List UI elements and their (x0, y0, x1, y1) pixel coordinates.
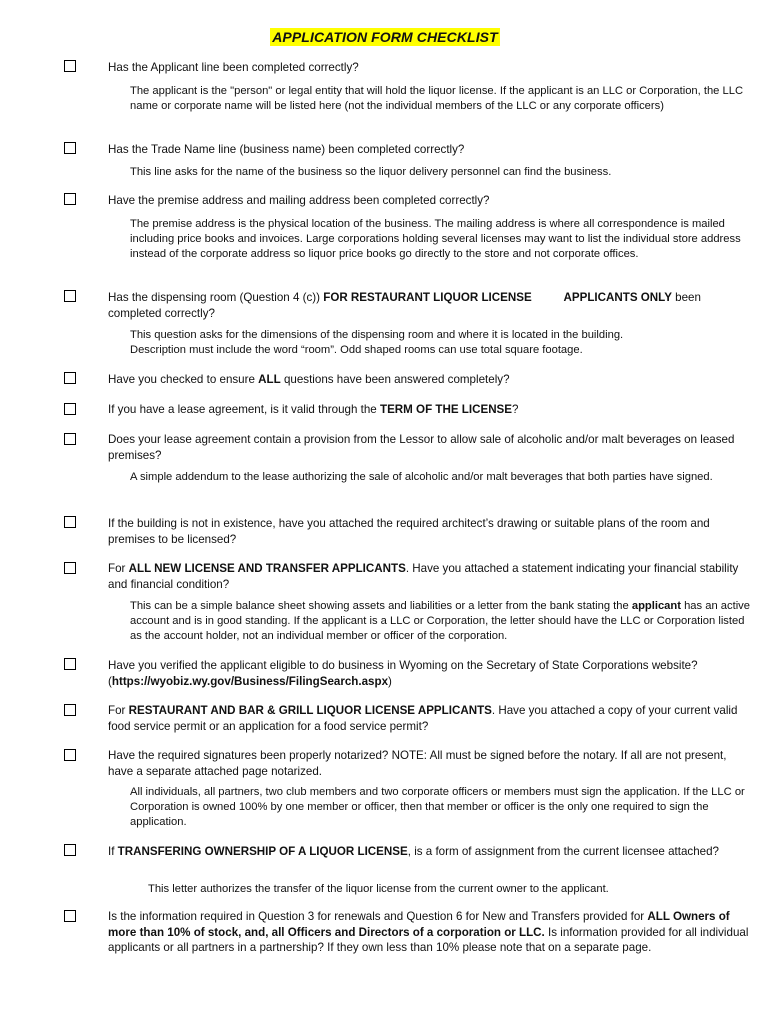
checkbox[interactable] (64, 60, 76, 72)
note-text: A simple addendum to the lease authorizing the sale of alcoholic and/or malt beverages that both parties have signed. (130, 471, 713, 483)
question-text-part: Have you verified the applicant eligible to do business in Wyoming on the Secretary of State Corporations website? ( (108, 659, 698, 688)
title-wrap (0, 28, 770, 47)
question-text (108, 703, 754, 734)
note-text: This letter authorizes the transfer of the liquor license from the current owner to the applicant. (148, 883, 609, 895)
question-emphasis: TERM OF THE LICENSE (379, 403, 513, 416)
question-text (108, 909, 754, 956)
checkbox[interactable] (64, 193, 76, 205)
question-text (108, 372, 754, 388)
question-text (108, 402, 754, 418)
question-text-part: Is information provided for all individual applicants or all partners in a partnership? If they own less than 10% please note that on a separate page. (108, 925, 749, 954)
note-text: All individuals, all partners, two club members and two corporate officers or members must sign the application. If the LLC or Corporation is owned 100% by one member or officer, then that member or officer is the only one required to sign the application. (130, 786, 745, 828)
question-text-part: For (108, 704, 129, 717)
question-emphasis: ALL (258, 373, 281, 386)
note-line: This question asks for the dimensions of the dispensing room and where it is located in the building. (130, 329, 624, 341)
checkbox[interactable] (64, 704, 76, 716)
page-title: APPLICATION FORM CHECKLIST (272, 29, 498, 45)
question-text-part: For (108, 562, 129, 575)
checkbox[interactable] (64, 403, 76, 415)
note-text: This line asks for the name of the business so the liquor delivery personnel can find the business. (130, 166, 612, 178)
question-text-part: Has the dispensing room (Question 4 (c)) (108, 291, 324, 304)
question-emphasis: FOR RESTAURANT LIQUOR LICENSE APPLICANTS ONLY (323, 291, 672, 304)
note-line: Description must include the word “room”. Odd shaped rooms can use total square footage. (130, 344, 583, 356)
question-text-part: If you have a lease agreement, is it valid through the (108, 403, 380, 416)
question-text-part: ) (388, 674, 392, 688)
website-link[interactable]: https://wyobiz.wy.gov/Business/FilingSearch.aspx (111, 674, 389, 688)
question-text-part: Is the information required in Question 3 for renewals and Question 6 for New and Transfers provided for (108, 910, 648, 923)
note-text-part: has an active account and is in good standing. If the applicant is a LLC or Corporation, the letter should have the LLC or Corporation listed as the account holder, not an individual member or officer of the corporation. (130, 600, 751, 642)
question-text: Has the Trade Name line (business name) been completed correctly? (108, 143, 465, 156)
question-text-part: , is a form of assignment from the current licensee attached? (407, 845, 719, 858)
question-text: Have the required signatures been properly notarized? NOTE: All must be signed before the notary. If all are not present, have a separate attached page notarized. (108, 749, 727, 778)
note-text-part: This can be a simple balance sheet showing assets and liabilities or a letter from the bank stating the (130, 600, 632, 612)
note-text (130, 328, 752, 358)
checkbox[interactable] (64, 142, 76, 154)
question-text-part: ? (512, 403, 519, 416)
question-text (108, 561, 754, 592)
checkbox[interactable] (64, 516, 76, 528)
question-emphasis: ALL NEW LICENSE AND TRANSFER APPLICANTS (128, 562, 406, 575)
note-emphasis: applicant (631, 600, 681, 612)
question-text-part: . Have you attached a statement indicating your financial stability and financial condition? (108, 562, 739, 591)
checkbox[interactable] (64, 749, 76, 761)
question-text-part: If (108, 845, 118, 858)
question-text: If the building is not in existence, have you attached the required architect’s drawing or suitable plans of the room and premises to be licensed? (108, 517, 710, 546)
checkbox[interactable] (64, 844, 76, 856)
question-text (108, 290, 754, 321)
checkbox[interactable] (64, 658, 76, 670)
question-text (108, 844, 754, 860)
question-text: Has the Applicant line been completed correctly? (108, 61, 359, 74)
question-text: Does your lease agreement contain a provision from the Lessor to allow sale of alcoholic and/or malt beverages on leased premises? (108, 433, 735, 462)
question-text (108, 658, 754, 689)
question-text-part: been completed correctly? (108, 291, 701, 320)
question-text-part: questions have been answered completely? (280, 373, 510, 386)
note-text: The premise address is the physical location of the business. The mailing address is where all correspondence is mailed including price books and invoices. Large corporations holding several licenses may want to list the individual store address instead of the corporate address so liquor price books go directly to the store and not corporate offices. (130, 218, 741, 260)
checkbox[interactable] (64, 433, 76, 445)
checkbox[interactable] (64, 290, 76, 302)
question-emphasis: TRANSFERING OWNERSHIP OF A LIQUOR LICENSE (117, 845, 408, 858)
question-text-part: Have you checked to ensure (108, 373, 259, 386)
checkbox[interactable] (64, 562, 76, 574)
note-text (130, 599, 752, 644)
checkbox[interactable] (64, 372, 76, 384)
question-text-part: . Have you attached a copy of your current valid food service permit or an application for a food service permit? (108, 704, 738, 733)
question-emphasis: RESTAURANT AND BAR & GRILL LIQUOR LICENSE APPLICANTS (128, 704, 492, 717)
question-emphasis: ALL Owners of more than 10% of stock, and, all Officers and Directors of a corporation or LLC. (108, 910, 730, 939)
checkbox[interactable] (64, 910, 76, 922)
note-text: The applicant is the "person" or legal entity that will hold the liquor license. If the applicant is an LLC or Corporation, the LLC name or corporate name will be listed here (not the individual members of the LLC or any corporate officers) (130, 85, 744, 112)
question-text: Have the premise address and mailing address been completed correctly? (108, 194, 490, 207)
